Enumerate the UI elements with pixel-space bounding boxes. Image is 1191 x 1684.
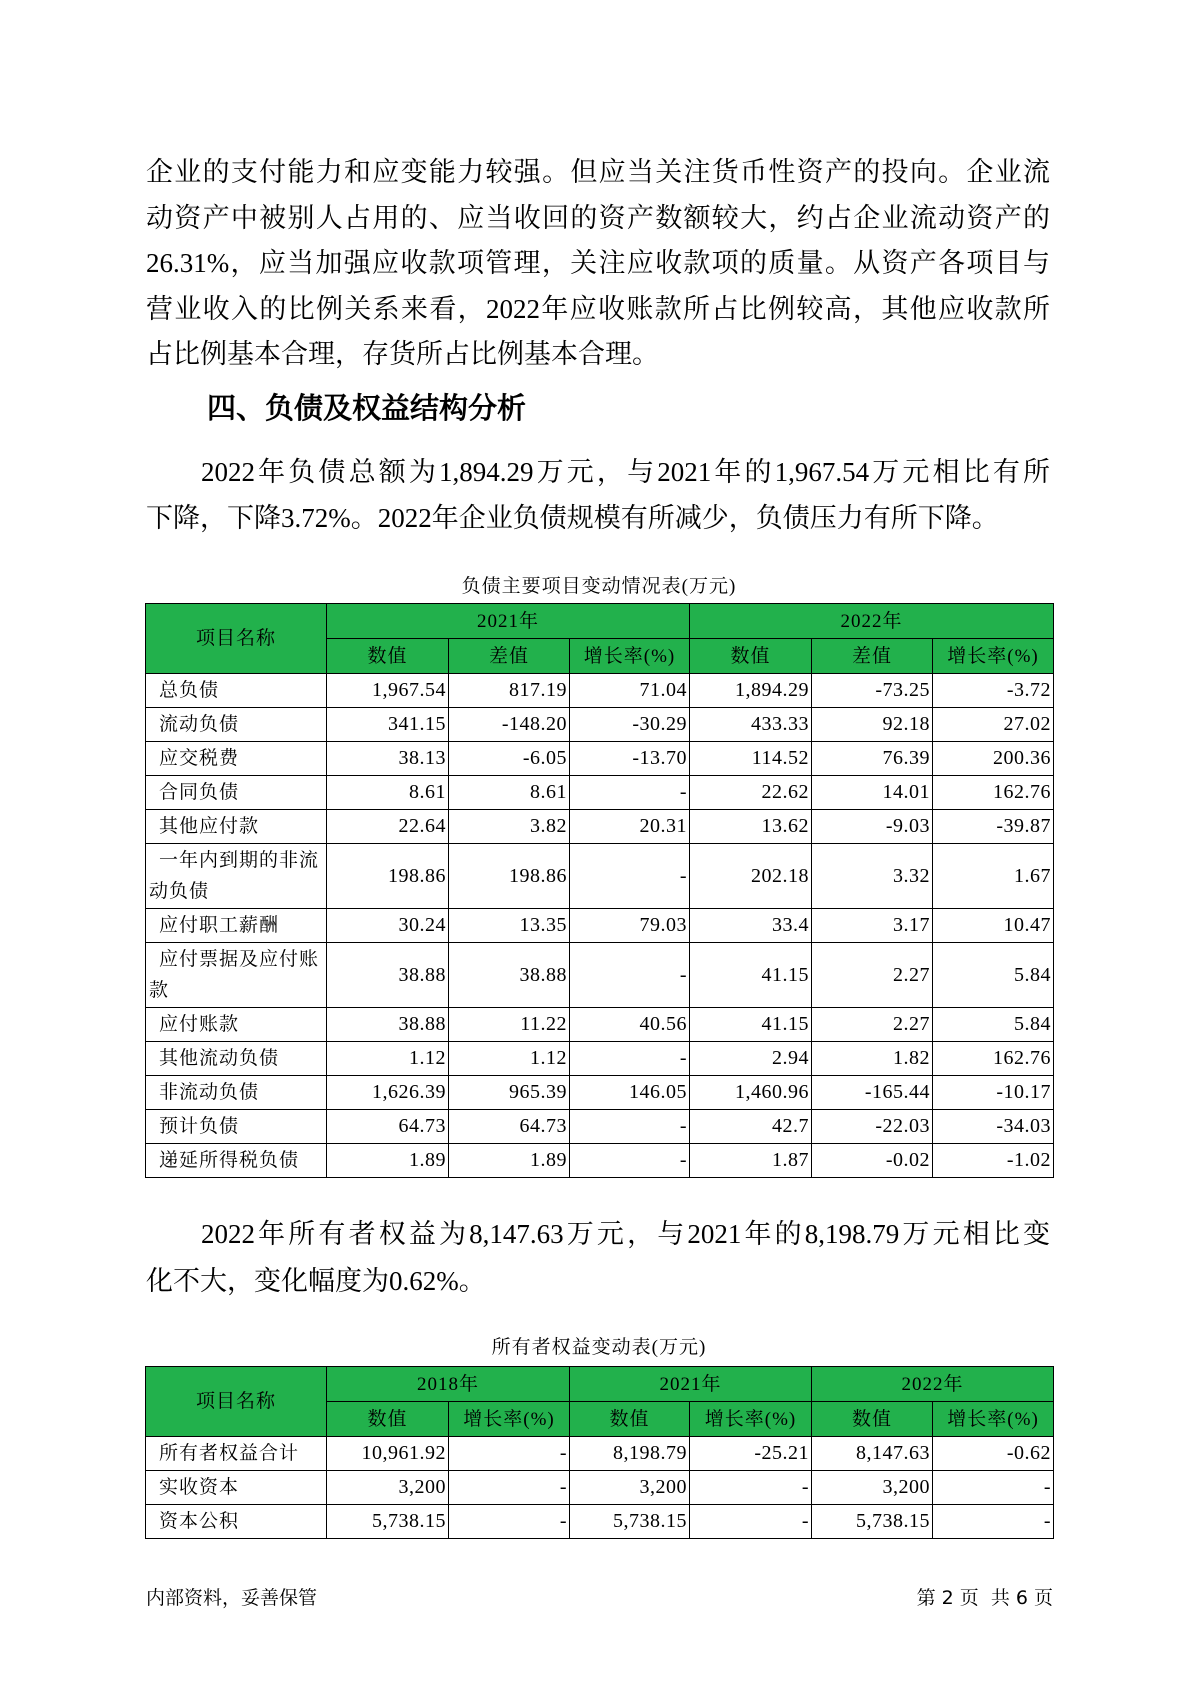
value-cell: - [933, 1505, 1054, 1539]
row-label: 总负债 [146, 674, 327, 708]
body-paragraph [146, 150, 1050, 378]
value-cell: 10,961.92 [327, 1437, 449, 1471]
row-label: 一年内到期的非流动负债 [146, 844, 327, 909]
value-cell: -9.03 [812, 810, 933, 844]
value-cell: -6.05 [449, 742, 570, 776]
body-paragraph [146, 450, 1050, 541]
table-row [146, 742, 1054, 776]
value-cell: 5,738.15 [812, 1505, 933, 1539]
table-row [146, 810, 1054, 844]
table-row [146, 1144, 1054, 1178]
body-paragraph [146, 1211, 1050, 1304]
column-header-value: 数值 [327, 639, 449, 674]
value-cell: -13.70 [570, 742, 690, 776]
value-cell: - [570, 1042, 690, 1076]
year-header: 2021年 [327, 604, 690, 639]
value-cell: - [570, 943, 690, 1008]
value-cell: - [570, 1110, 690, 1144]
value-cell: 198.86 [327, 844, 449, 909]
value-cell: 202.18 [690, 844, 812, 909]
value-cell: 41.15 [690, 1008, 812, 1042]
value-cell: 200.36 [933, 742, 1054, 776]
table-row [146, 1076, 1054, 1110]
row-label: 流动负债 [146, 708, 327, 742]
value-cell: 3,200 [327, 1471, 449, 1505]
table-header [146, 1367, 1054, 1437]
table-row [146, 674, 1054, 708]
table-body [146, 674, 1054, 1178]
value-cell: 1,626.39 [327, 1076, 449, 1110]
value-cell: - [690, 1505, 812, 1539]
value-cell: -30.29 [570, 708, 690, 742]
value-cell: -3.72 [933, 674, 1054, 708]
liability-table [145, 603, 1054, 1178]
year-header: 2021年 [570, 1367, 812, 1402]
value-cell: 20.31 [570, 810, 690, 844]
paragraph-line: 占比例基本合理，存货所占比例基本合理。 [146, 339, 659, 369]
value-cell: -0.62 [933, 1437, 1054, 1471]
value-cell: 3,200 [570, 1471, 690, 1505]
value-cell: 22.64 [327, 810, 449, 844]
header-row [146, 604, 1054, 639]
row-label: 递延所得税负债 [146, 1144, 327, 1178]
value-cell: 76.39 [812, 742, 933, 776]
paragraph-line: 营业收入的比例关系来看，2022年应收账款所占比例较高，其他应收款所 [146, 293, 1050, 324]
value-cell: 64.73 [327, 1110, 449, 1144]
column-header-difference: 差值 [449, 639, 570, 674]
value-cell: 5.84 [933, 943, 1054, 1008]
value-cell: - [570, 1144, 690, 1178]
value-cell: -25.21 [690, 1437, 812, 1471]
value-cell: - [570, 844, 690, 909]
footer-note: 内部资料，妥善保管 [146, 1587, 318, 1609]
value-cell: -39.87 [933, 810, 1054, 844]
row-label: 资本公积 [146, 1505, 327, 1539]
section-heading: 四、负债及权益结构分析 [207, 391, 527, 425]
value-cell: 2.94 [690, 1042, 812, 1076]
value-cell: 64.73 [449, 1110, 570, 1144]
value-cell: 41.15 [690, 943, 812, 1008]
row-label: 应付账款 [146, 1008, 327, 1042]
table-row [146, 776, 1054, 810]
value-cell: 341.15 [327, 708, 449, 742]
value-cell: 1.82 [812, 1042, 933, 1076]
value-cell: -0.02 [812, 1144, 933, 1178]
column-header-growth-rate: 增长率(%) [570, 639, 690, 674]
table-row [146, 909, 1054, 943]
paragraph-line: 26.31%，应当加强应收款项管理，关注应收款项的质量。从资产各项目与 [146, 248, 1050, 278]
value-cell: -34.03 [933, 1110, 1054, 1144]
value-cell: -10.17 [933, 1076, 1054, 1110]
value-cell: 92.18 [812, 708, 933, 742]
paragraph-line: 下降，下降3.72%。2022年企业负债规模有所减少，负债压力有所下降。 [146, 502, 999, 533]
table-row [146, 1437, 1054, 1471]
value-cell: 114.52 [690, 742, 812, 776]
value-cell: 2.27 [812, 943, 933, 1008]
year-header: 2022年 [812, 1367, 1054, 1402]
value-cell: 162.76 [933, 1042, 1054, 1076]
column-header-difference: 差值 [812, 639, 933, 674]
value-cell: -1.02 [933, 1144, 1054, 1178]
row-label: 实收资本 [146, 1471, 327, 1505]
value-cell: - [449, 1505, 570, 1539]
value-cell: 1.87 [690, 1144, 812, 1178]
value-cell: 3,200 [812, 1471, 933, 1505]
paragraph-line: 化不大，变化幅度为0.62%。 [146, 1265, 486, 1296]
row-label: 所有者权益合计 [146, 1437, 327, 1471]
row-label: 合同负债 [146, 776, 327, 810]
table-row [146, 1471, 1054, 1505]
table-header [146, 604, 1054, 674]
value-cell: 1.89 [327, 1144, 449, 1178]
value-cell: 13.35 [449, 909, 570, 943]
value-cell: 8.61 [449, 776, 570, 810]
value-cell: 5,738.15 [570, 1505, 690, 1539]
item-name-header: 项目名称 [146, 1367, 327, 1437]
value-cell: 13.62 [690, 810, 812, 844]
table-row [146, 943, 1054, 1008]
paragraph-line: 2022年所有者权益为8,147.63万元，与2021年的8,198.79万元相比变 [201, 1219, 1050, 1249]
value-cell: 3.82 [449, 810, 570, 844]
header-row [146, 1367, 1054, 1402]
table-row [146, 1008, 1054, 1042]
column-header-growth-rate: 增长率(%) [690, 1402, 812, 1437]
table-row [146, 844, 1054, 909]
value-cell: 38.13 [327, 742, 449, 776]
value-cell: 198.86 [449, 844, 570, 909]
value-cell: 1,967.54 [327, 674, 449, 708]
value-cell: - [449, 1437, 570, 1471]
value-cell: - [570, 776, 690, 810]
value-cell: 3.17 [812, 909, 933, 943]
paragraph-line: 2022年负债总额为1,894.29万元，与2021年的1,967.54万元相比有所 [201, 457, 1050, 487]
value-cell: - [449, 1471, 570, 1505]
row-label: 应交税费 [146, 742, 327, 776]
value-cell: 1,460.96 [690, 1076, 812, 1110]
value-cell: 79.03 [570, 909, 690, 943]
column-header-growth-rate: 增长率(%) [933, 1402, 1054, 1437]
value-cell: 5.84 [933, 1008, 1054, 1042]
row-label: 其他流动负债 [146, 1042, 327, 1076]
row-label: 应付票据及应付账款 [146, 943, 327, 1008]
column-header-value: 数值 [690, 639, 812, 674]
equity-table [145, 1366, 1054, 1539]
value-cell: 38.88 [449, 943, 570, 1008]
table-row [146, 1110, 1054, 1144]
value-cell: 38.88 [327, 1008, 449, 1042]
column-header-value: 数值 [570, 1402, 690, 1437]
value-cell: 2.27 [812, 1008, 933, 1042]
item-name-header: 项目名称 [146, 604, 327, 674]
value-cell: 1.89 [449, 1144, 570, 1178]
table-row [146, 1042, 1054, 1076]
value-cell: -148.20 [449, 708, 570, 742]
value-cell: 5,738.15 [327, 1505, 449, 1539]
value-cell: 8,198.79 [570, 1437, 690, 1471]
value-cell: 8.61 [327, 776, 449, 810]
value-cell: 27.02 [933, 708, 1054, 742]
value-cell: 40.56 [570, 1008, 690, 1042]
value-cell: 433.33 [690, 708, 812, 742]
row-label: 预计负债 [146, 1110, 327, 1144]
row-label: 非流动负债 [146, 1076, 327, 1110]
value-cell: 8,147.63 [812, 1437, 933, 1471]
page-number: 第 2 页 共 6 页 [916, 1587, 1053, 1609]
value-cell: -165.44 [812, 1076, 933, 1110]
value-cell: -73.25 [812, 674, 933, 708]
row-label: 其他应付款 [146, 810, 327, 844]
table-caption: 所有者权益变动表(万元) [491, 1337, 707, 1358]
value-cell: 11.22 [449, 1008, 570, 1042]
value-cell: 33.4 [690, 909, 812, 943]
value-cell: 42.7 [690, 1110, 812, 1144]
value-cell: -22.03 [812, 1110, 933, 1144]
value-cell: 965.39 [449, 1076, 570, 1110]
value-cell: 71.04 [570, 674, 690, 708]
paragraph-line: 企业的支付能力和应变能力较强。但应当关注货币性资产的投向。企业流 [146, 157, 1050, 187]
value-cell: 1.12 [327, 1042, 449, 1076]
column-header-value: 数值 [327, 1402, 449, 1437]
value-cell: 1.67 [933, 844, 1054, 909]
value-cell: 14.01 [812, 776, 933, 810]
value-cell: 22.62 [690, 776, 812, 810]
value-cell: 1,894.29 [690, 674, 812, 708]
column-header-value: 数值 [812, 1402, 933, 1437]
table-row [146, 708, 1054, 742]
table-row [146, 1505, 1054, 1539]
paragraph-line: 动资产中被别人占用的、应当收回的资产数额较大，约占企业流动资产的 [146, 202, 1050, 233]
value-cell: 38.88 [327, 943, 449, 1008]
column-header-growth-rate: 增长率(%) [449, 1402, 570, 1437]
value-cell: 10.47 [933, 909, 1054, 943]
value-cell: 3.32 [812, 844, 933, 909]
value-cell: - [933, 1471, 1054, 1505]
value-cell: 146.05 [570, 1076, 690, 1110]
value-cell: 817.19 [449, 674, 570, 708]
row-label: 应付职工薪酬 [146, 909, 327, 943]
year-header: 2022年 [690, 604, 1054, 639]
column-header-growth-rate: 增长率(%) [933, 639, 1054, 674]
value-cell: 162.76 [933, 776, 1054, 810]
value-cell: - [690, 1471, 812, 1505]
table-caption: 负债主要项目变动情况表(万元) [461, 576, 737, 597]
value-cell: 30.24 [327, 909, 449, 943]
year-header: 2018年 [327, 1367, 570, 1402]
table-body [146, 1437, 1054, 1539]
value-cell: 1.12 [449, 1042, 570, 1076]
